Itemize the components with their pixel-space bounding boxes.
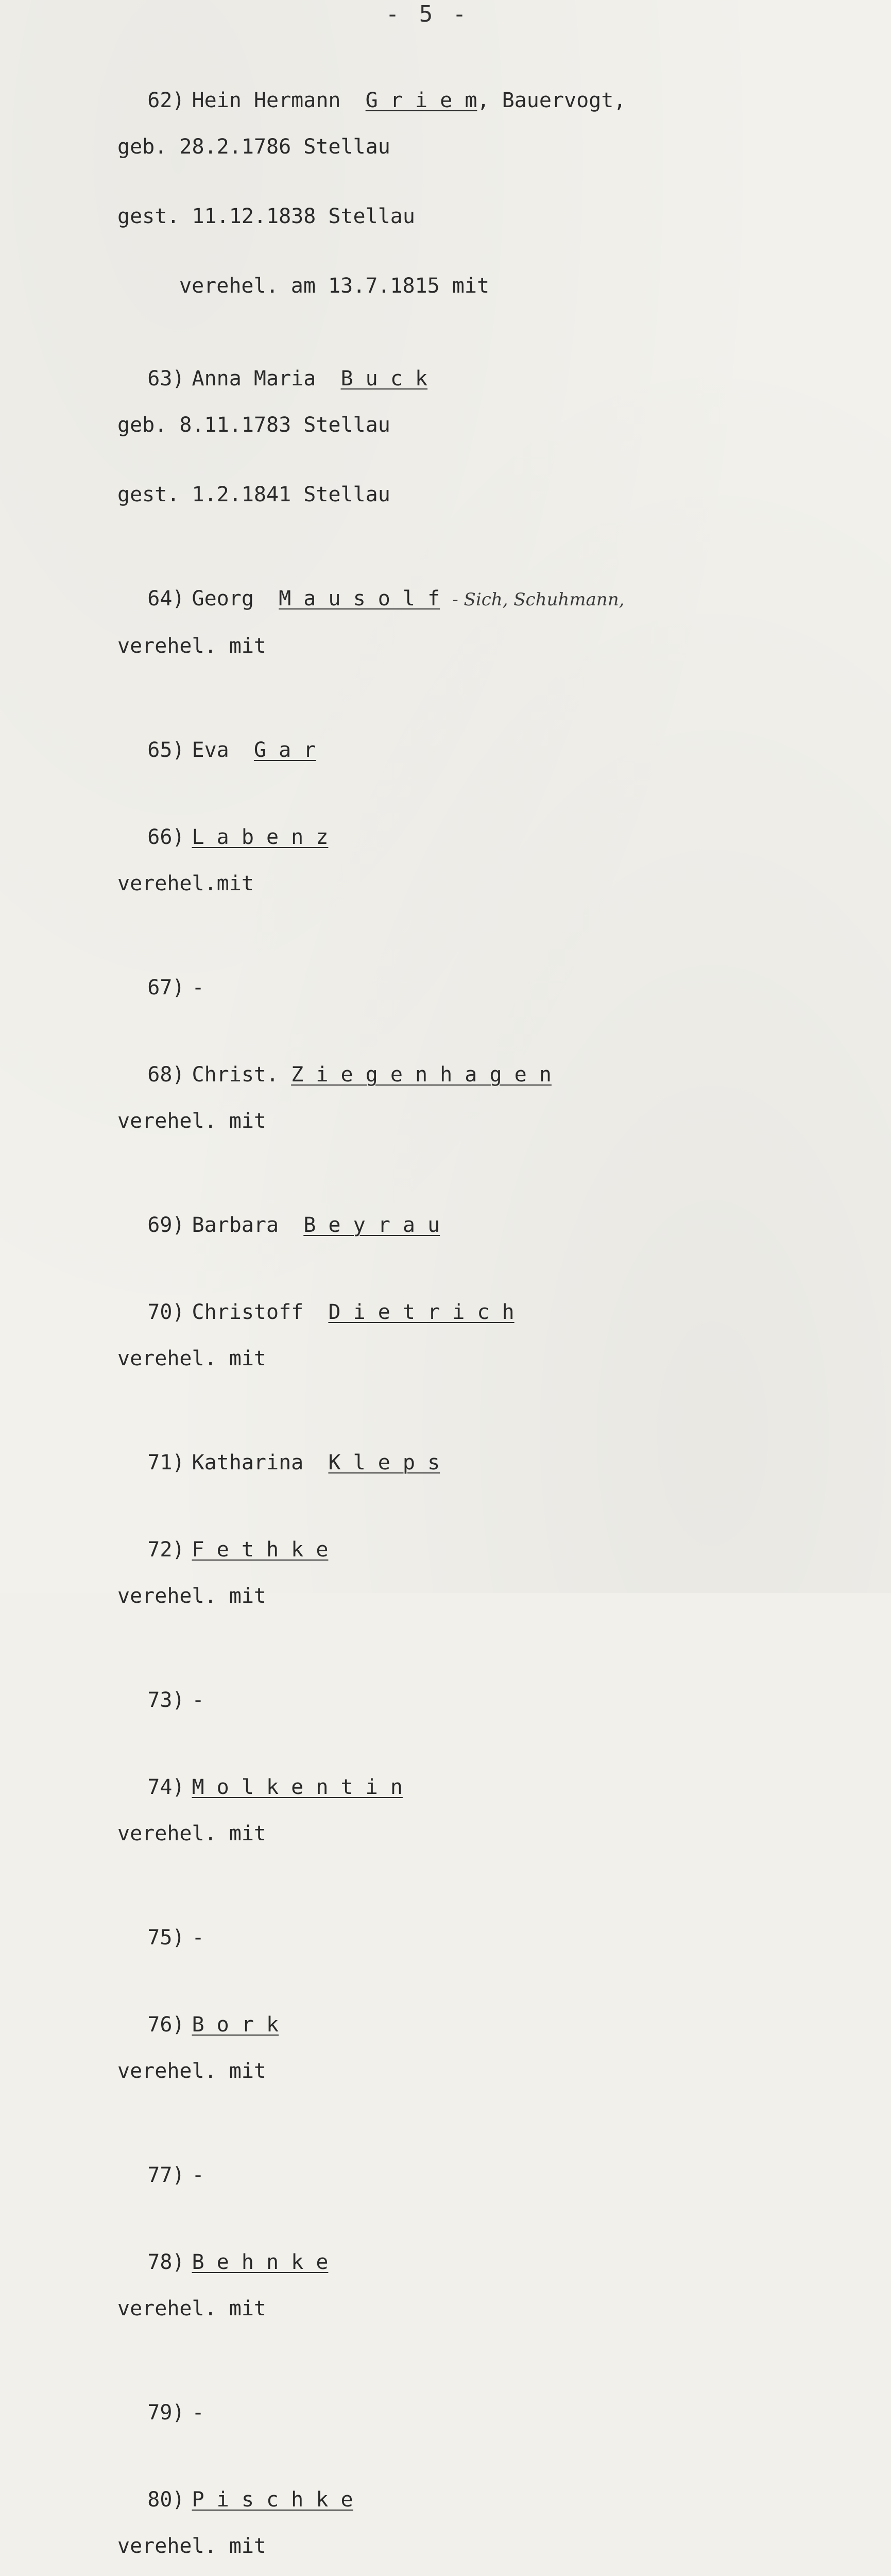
handwritten-note: - Sich, Schuhmann, [452,589,625,610]
page-number: - 5 - [385,1,470,27]
entry-number: 75) [147,1926,185,1950]
entry-71 [46,1428,850,1498]
surname: M a u s o l f [279,587,440,611]
entry-number: 63) [147,367,185,391]
marriage-line: verehel.mit [117,872,254,895]
entry-70 [46,1278,850,1417]
entry-64 [46,564,850,704]
death-line: gest. 11.12.1838 Stellau [117,205,415,228]
entry-number: 67) [147,976,185,999]
entry-number: 69) [147,1213,185,1237]
surname: L a b e n z [192,825,329,849]
placeholder-dash: - [192,976,204,999]
birth-line: geb. 28.2.1786 Stellau [117,135,390,159]
entry-73 [46,1666,850,1735]
given-name: Barbara [192,1213,304,1237]
entry-66 [46,803,850,942]
entry-number: 68) [147,1063,185,1087]
entry-number: 72) [147,1538,185,1562]
surname: M o l k e n t i n [192,1775,403,1799]
surname: B u c k [340,367,428,391]
marriage-line: verehel. mit [117,2534,266,2558]
entry-number: 73) [147,1688,185,1712]
entry-75 [46,1903,850,1973]
entry-78 [46,2228,850,2367]
occupation: , Bauervogt, [477,89,626,112]
entry-79 [46,2378,850,2448]
placeholder-dash: - [192,2401,204,2425]
entry-69 [46,1191,850,1260]
marriage-line: verehel. mit [117,1584,266,1608]
given-name: Hein Hermann [192,89,366,112]
marriage-line: verehel. am 13.7.1815 mit [179,274,490,298]
marriage-line: verehel. mit [117,1109,266,1133]
surname: D i e t r i c h [328,1300,515,1324]
entry-number: 65) [147,738,185,762]
entry-76 [46,1990,850,2129]
surname: B e h n k e [192,2250,329,2274]
entry-65 [46,716,850,785]
entry-number: 64) [147,587,185,611]
entry-number: 77) [147,2163,185,2187]
marriage-line: verehel. mit [117,2297,266,2320]
birth-line: geb. 8.11.1783 Stellau [117,413,390,437]
entry-68 [46,1040,850,1179]
given-name: Katharina [192,1451,329,1475]
given-name: Eva [192,738,254,762]
entry-number: 78) [147,2250,185,2274]
given-name: Anna Maria [192,367,341,391]
given-name: Christ. [192,1063,292,1087]
surname: K l e p s [328,1451,440,1475]
surname: F e t h k e [192,1538,329,1562]
entry-77 [46,2141,850,2210]
placeholder-dash: - [192,2163,204,2187]
entry-number: 80) [147,2488,185,2512]
given-name: Christoff [192,1300,329,1324]
surname: P i s c h k e [192,2488,353,2512]
death-line: gest. 1.2.1841 Stellau [117,483,390,506]
marriage-line: verehel. mit [117,2059,266,2083]
entry-number: 79) [147,2401,185,2425]
entry-74 [46,1753,850,1892]
entry-63 [46,344,850,553]
entry-80 [46,2465,850,2576]
marriage-line: verehel. mit [117,1822,266,1845]
entry-number: 66) [147,825,185,849]
placeholder-dash: - [192,1926,204,1950]
entry-72 [46,1515,850,1654]
marriage-line: verehel. mit [117,1347,266,1370]
entry-number: 71) [147,1451,185,1475]
surname: B e y r a u [303,1213,440,1237]
entry-62 [46,66,850,344]
entry-67 [46,953,850,1023]
entry-number: 62) [147,89,185,112]
entry-list [46,66,850,2576]
surname: G a r [253,738,316,762]
marriage-line: verehel. mit [117,634,266,658]
surname: G r i e m [365,89,477,112]
surname: Z i e g e n h a g e n [291,1063,552,1087]
surname: B o r k [192,2013,279,2037]
entry-number: 76) [147,2013,185,2037]
given-name: Georg [192,587,279,611]
entry-number: 74) [147,1775,185,1799]
entry-number: 70) [147,1300,185,1324]
placeholder-dash: - [192,1688,204,1712]
